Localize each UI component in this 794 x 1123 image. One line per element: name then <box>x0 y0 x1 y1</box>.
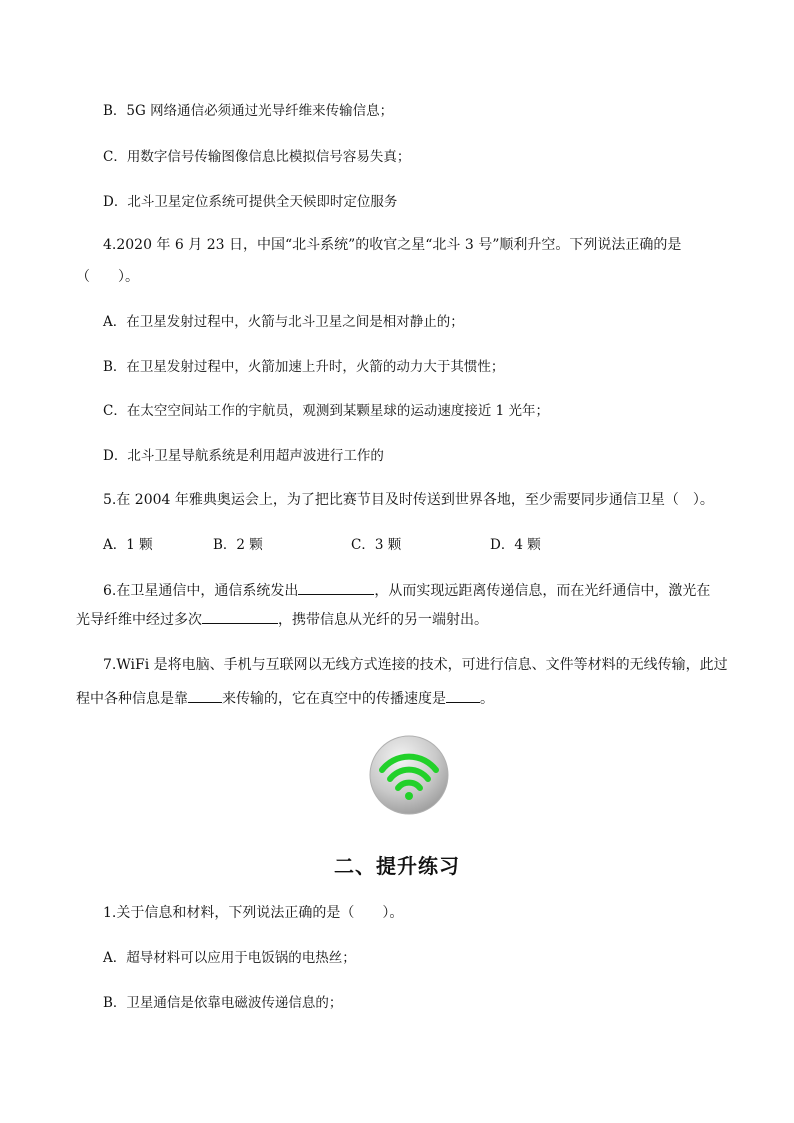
q6-text-3: 光导纤维中经过多次 <box>76 612 202 628</box>
q3-option-b: B．5G 网络通信必须通过光导纤维来传输信息； <box>103 103 394 119</box>
q6-line-1 <box>103 580 710 601</box>
q3-option-d: D．北斗卫星定位系统可提供全天候即时定位服务 <box>103 194 398 210</box>
q5-option-a: A．1 颗 <box>103 537 153 553</box>
q4-option-d: D．北斗卫星导航系统是利用超声波进行工作的 <box>103 448 384 464</box>
q6-text-4: ，携带信息从光纤的另一端射出。 <box>278 612 488 628</box>
q6-line-2 <box>76 609 488 630</box>
q4-option-c: C．在太空空间站工作的宇航员，观测到某颗星球的运动速度接近 1 光年； <box>103 403 550 419</box>
s2-q1-option-a: A．超导材料可以应用于电饭锅的电热丝； <box>103 950 356 966</box>
q4-stem: 4.2020 年 6 月 23 日，中国“北斗系统”的收官之星“北斗 3 号”顺利升空。下列说法正确的是 <box>103 237 682 253</box>
q5-option-b: B．2 颗 <box>213 537 263 553</box>
q7-text-2: 程中各种信息是靠 <box>76 691 188 707</box>
q7-text-4: 。 <box>480 691 494 707</box>
q5-stem: 5.在 2004 年雅典奥运会上，为了把比赛节目及时传送到世界各地，至少需要同步通信卫星（ ）。 <box>103 492 714 508</box>
q7-blank-1 <box>188 688 222 703</box>
q3-option-c: C．用数字信号传输图像信息比模拟信号容易失真； <box>103 149 411 165</box>
q6-text-2: ，从而实现远距离传递信息，而在光纤通信中，激光在 <box>374 583 711 599</box>
q7-line-1: 7.WiFi 是将电脑、手机与互联网以无线方式连接的技术，可进行信息、文件等材料的无线传输，此过 <box>103 657 728 673</box>
q5-option-c: C．3 颗 <box>351 537 402 553</box>
q7-blank-2 <box>446 688 480 703</box>
q4-option-b: B．在卫星发射过程中，火箭加速上升时，火箭的动力大于其惯性； <box>103 359 505 375</box>
q6-text-1: 6.在卫星通信中，通信系统发出 <box>103 583 299 599</box>
q6-blank-1 <box>298 580 374 595</box>
q4-option-a: A．在卫星发射过程中，火箭与北斗卫星之间是相对静止的； <box>103 314 464 330</box>
q7-text-3: 来传输的，它在真空中的传播速度是 <box>222 691 446 707</box>
section-heading: 二、提升练习 <box>334 854 460 878</box>
q6-blank-2 <box>202 609 278 624</box>
s2-q1-stem: 1.关于信息和材料，下列说法正确的是（ ）。 <box>103 905 404 921</box>
wifi-icon <box>368 734 450 816</box>
q5-option-d: D．4 颗 <box>490 537 541 553</box>
s2-q1-option-b: B．卫星通信是依靠电磁波传递信息的； <box>103 995 343 1011</box>
q4-answer-bracket: （ ）。 <box>76 269 139 285</box>
q7-line-2 <box>76 688 494 709</box>
